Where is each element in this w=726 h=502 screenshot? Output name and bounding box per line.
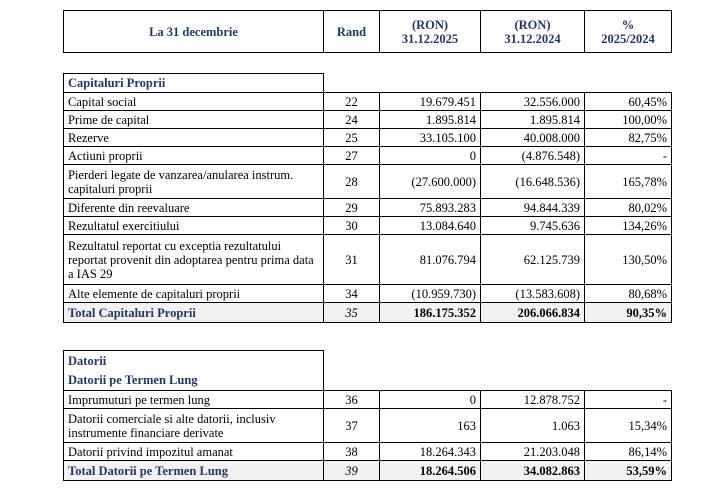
row-label: Imprumuturi pe termen lung <box>64 391 324 409</box>
header-label: La 31 decembrie <box>64 11 324 53</box>
header-row <box>64 11 672 53</box>
row-value-2024: 9.745.636 <box>481 217 585 235</box>
row-value-2025: 0 <box>380 147 481 165</box>
table-row <box>64 285 672 303</box>
liabilities-section-title: Datorii <box>64 351 324 371</box>
row-rand: 27 <box>324 147 380 165</box>
table-row <box>64 199 672 217</box>
row-label: Datorii privind impozitul amanat <box>64 443 324 461</box>
header-table <box>63 10 672 53</box>
row-value-2025: 19.679.451 <box>380 93 481 111</box>
table-row <box>64 165 672 199</box>
header-pct <box>585 11 672 53</box>
liabilities-total-rand: 39 <box>324 461 380 481</box>
equity-section-row <box>64 74 672 93</box>
row-rand: 30 <box>324 217 380 235</box>
header-2025-date: 31.12.2025 <box>401 31 459 46</box>
table-row <box>64 235 672 285</box>
row-pct: 82,75% <box>585 129 672 147</box>
row-value-2025: 81.076.794 <box>380 235 481 285</box>
header-2024-unit: (RON) <box>514 17 551 32</box>
row-pct: 100,00% <box>585 111 672 129</box>
liabilities-subsection-row <box>64 371 672 391</box>
row-value-2024: 1.895.814 <box>481 111 585 129</box>
row-rand: 22 <box>324 93 380 111</box>
row-pct: 130,50% <box>585 235 672 285</box>
equity-total-row <box>64 303 672 323</box>
equity-total-2025: 186.175.352 <box>380 303 481 323</box>
row-value-2025: 163 <box>380 409 481 443</box>
row-value-2024: 1.063 <box>481 409 585 443</box>
row-pct: 15,34% <box>585 409 672 443</box>
row-label: Datorii comerciale si alte datorii, inclusiv instrumente financiare derivate <box>64 409 324 443</box>
row-value-2024: 32.556.000 <box>481 93 585 111</box>
row-label: Capital social <box>64 93 324 111</box>
row-value-2024: 40.008.000 <box>481 129 585 147</box>
liabilities-rows <box>64 391 672 461</box>
row-value-2025: (27.600.000) <box>380 165 481 199</box>
row-value-2025: 13.084.640 <box>380 217 481 235</box>
row-value-2024: (16.648.536) <box>481 165 585 199</box>
equity-total-pct: 90,35% <box>585 303 672 323</box>
row-value-2024: 62.125.739 <box>481 235 585 285</box>
liabilities-total-2024: 34.082.863 <box>481 461 585 481</box>
equity-table <box>63 73 672 323</box>
equity-section-title: Capitaluri Proprii <box>64 74 324 93</box>
equity-total-label: Total Capitaluri Proprii <box>64 303 324 323</box>
table-row <box>64 217 672 235</box>
header-2025 <box>380 11 481 53</box>
row-rand: 25 <box>324 129 380 147</box>
row-value-2025: 33.105.100 <box>380 129 481 147</box>
header-2024-date: 31.12.2024 <box>504 31 561 46</box>
liabilities-section-row <box>64 351 672 371</box>
row-label: Pierderi legate de vanzarea/anularea instrum. capitaluri proprii <box>64 165 324 199</box>
table-row <box>64 391 672 409</box>
row-value-2025: 1.895.814 <box>380 111 481 129</box>
header-pct-symbol: % <box>621 17 635 32</box>
row-pct: 134,26% <box>585 217 672 235</box>
row-label: Diferente din reevaluare <box>64 199 324 217</box>
liabilities-table <box>63 350 672 481</box>
liabilities-total-2025: 18.264.506 <box>380 461 481 481</box>
header-pct-period: 2025/2024 <box>601 31 655 46</box>
row-value-2025: (10.959.730) <box>380 285 481 303</box>
row-value-2025: 0 <box>380 391 481 409</box>
row-rand: 29 <box>324 199 380 217</box>
liabilities-total-label: Total Datorii pe Termen Lung <box>64 461 324 481</box>
header-rand: Rand <box>324 11 380 53</box>
row-rand: 37 <box>324 409 380 443</box>
row-label: Rezultatul reportat cu exceptia rezultatului reportat provenit din adoptarea pentru prima data a IAS 29 <box>64 235 324 285</box>
row-value-2024: (13.583.608) <box>481 285 585 303</box>
row-label: Actiuni proprii <box>64 147 324 165</box>
table-row <box>64 443 672 461</box>
row-label: Rezultatul exercitiului <box>64 217 324 235</box>
row-value-2024: (4.876.548) <box>481 147 585 165</box>
row-value-2024: 12.878.752 <box>481 391 585 409</box>
row-rand: 38 <box>324 443 380 461</box>
row-rand: 28 <box>324 165 380 199</box>
row-pct: 165,78% <box>585 165 672 199</box>
row-value-2024: 21.203.048 <box>481 443 585 461</box>
row-value-2025: 75.893.283 <box>380 199 481 217</box>
row-pct: - <box>585 147 672 165</box>
equity-rows <box>64 93 672 303</box>
row-label: Prime de capital <box>64 111 324 129</box>
table-row <box>64 129 672 147</box>
row-label: Alte elemente de capitaluri proprii <box>64 285 324 303</box>
row-rand: 34 <box>324 285 380 303</box>
table-row <box>64 111 672 129</box>
row-value-2025: 18.264.343 <box>380 443 481 461</box>
row-rand: 31 <box>324 235 380 285</box>
row-label: Rezerve <box>64 129 324 147</box>
equity-total-2024: 206.066.834 <box>481 303 585 323</box>
header-2025-unit: (RON) <box>411 17 449 32</box>
row-pct: 86,14% <box>585 443 672 461</box>
liabilities-subsection-title: Datorii pe Termen Lung <box>64 371 324 391</box>
row-pct: 80,02% <box>585 199 672 217</box>
table-row <box>64 93 672 111</box>
row-value-2024: 94.844.339 <box>481 199 585 217</box>
table-row <box>64 147 672 165</box>
row-rand: 36 <box>324 391 380 409</box>
row-pct: - <box>585 391 672 409</box>
row-pct: 80,68% <box>585 285 672 303</box>
liabilities-total-pct: 53,59% <box>585 461 672 481</box>
liabilities-total-row <box>64 461 672 481</box>
equity-total-rand: 35 <box>324 303 380 323</box>
row-rand: 24 <box>324 111 380 129</box>
table-row <box>64 409 672 443</box>
header-2024 <box>481 11 585 53</box>
row-pct: 60,45% <box>585 93 672 111</box>
